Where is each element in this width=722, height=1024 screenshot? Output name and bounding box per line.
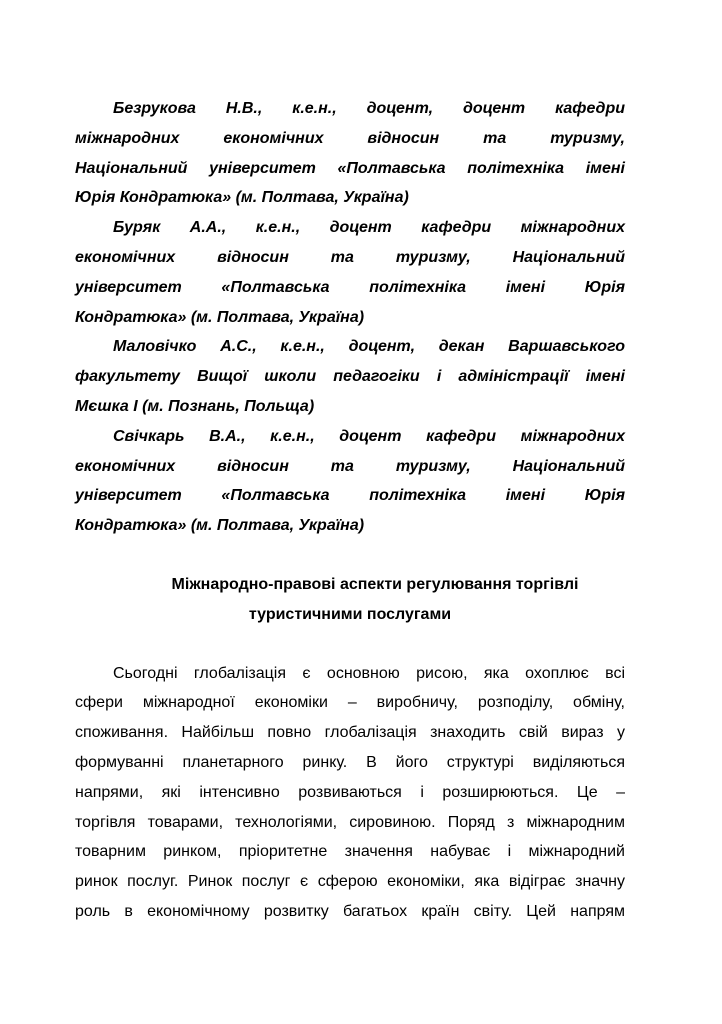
text-line: Буряк А.А., к.е.н., доцент кафедри міжнародних (113, 219, 625, 237)
text-line: міжнародних економічних відносин та туризму, (75, 129, 625, 147)
article-title (75, 570, 625, 630)
text-line: економічних відносин та туризму, Національний (75, 248, 625, 266)
text-line: формуванні планетарного ринку. В його структурі виділяються (75, 753, 625, 771)
text-line: Безрукова Н.В., к.е.н., доцент, доцент кафедри (113, 100, 625, 117)
text-line: університет «Полтавська політехніка імені Юрія (75, 487, 625, 505)
text-line: Національний університет «Полтавська політехніка імені (75, 159, 625, 177)
text-line: торгівля товарами, технологіями, сировиною. Поряд з міжнародним (75, 813, 625, 831)
article-body (75, 659, 625, 927)
text-line: товарним ринком, пріоритетне значення набуває і міжнародний (75, 843, 625, 861)
author-entry (75, 332, 625, 421)
title-line: Міжнародно-правові аспекти регулювання торгівлі (171, 575, 579, 593)
author-affiliations (75, 94, 625, 541)
text-line: Маловічко А.С., к.е.н., доцент, декан Варшавського (113, 338, 625, 356)
text-line: роль в економічному розвитку багатьох країн світу. Цей напрям (75, 902, 625, 920)
text-line: сфери міжнародної економіки – виробничу, розподілу, обміну, (75, 694, 625, 712)
document-page (75, 94, 625, 927)
text-line: Кондратюка» (м. Полтава, Україна) (75, 517, 365, 535)
text-line: Юрія Кондратюка» (м. Полтава, Україна) (75, 189, 409, 207)
text-line: університет «Полтавська політехніка імені Юрія (75, 278, 625, 296)
title-line: туристичними послугами (248, 605, 452, 623)
text-line: Кондратюка» (м. Полтава, Україна) (75, 308, 365, 326)
author-entry (75, 422, 625, 541)
text-line: факультету Вищої школи педагогіки і адміністрації імені (75, 368, 625, 386)
text-line: ринок послуг. Ринок послуг є сферою економіки, яка відіграє значну (75, 873, 625, 891)
text-line: напрями, які інтенсивно розвиваються і розширюються. Це – (75, 783, 625, 801)
text-line: Мєшка I (м. Познань, Польща) (75, 397, 315, 415)
paragraph (75, 659, 625, 927)
text-line: споживання. Найбільш повно глобалізація знаходить свій вираз у (75, 724, 625, 742)
author-entry (75, 94, 625, 213)
text-line: Свічкарь В.А., к.е.н., доцент кафедри міжнародних (113, 427, 625, 445)
text-line: Сьогодні глобалізація є основною рисою, яка охоплює всі (113, 664, 625, 682)
text-line: економічних відносин та туризму, Національний (75, 457, 625, 475)
author-entry (75, 213, 625, 332)
